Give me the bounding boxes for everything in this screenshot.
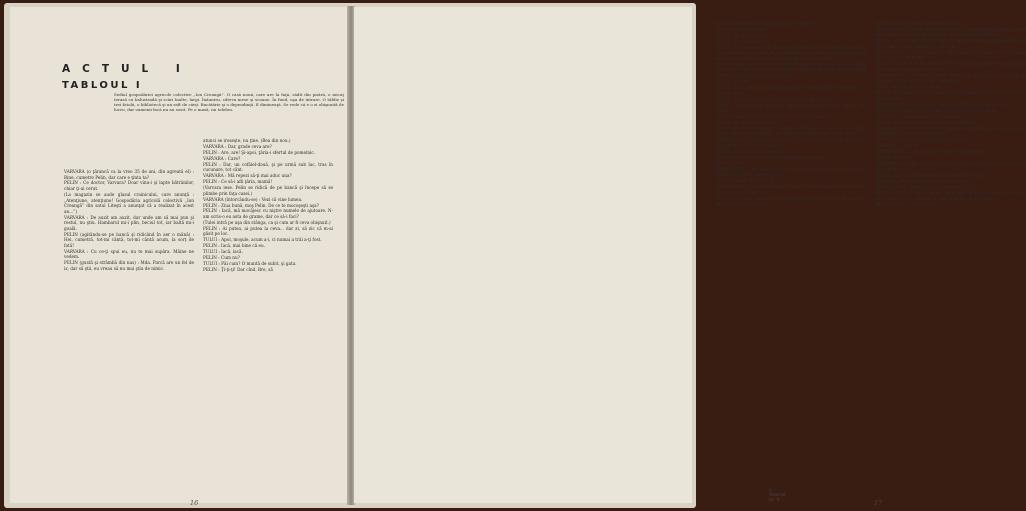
dialogue-paragraph: TULUI (adună cu Pelin) : Şi, ş? — [716, 178, 782, 184]
dialogue-paragraph: MOŞNEGUŢU : Adică, Ursu ? — [876, 201, 940, 207]
dialogue-paragraph: PELIN : Nici eu. — [876, 155, 911, 161]
dialogue-paragraph: PELIN : Ha? — [716, 160, 743, 166]
signature-note: 2 – Teatrul nr. 6 — [769, 488, 786, 503]
dialogue-paragraph: TULUI : Apoi, ce vrei? Vorba lungă! O bătut, înainte de-amiază, nişte fasole, pe urmă o mâncat o bolătă de mămăliguţă caldă cu nişte lapte dulce, şi-o-ngăuit vreo două jumbeli. — [716, 61, 866, 78]
dialogue-paragraph: MOŞNEGUŢU : Ce sepcă lîngă Pelin? Da, nu-şi dau mai mâna, în vremea de mai devreme, pe răgazul lor. — [876, 72, 1026, 84]
dialogue-paragraph: VARVARA : Care? — [203, 155, 241, 161]
dialogue-paragraph: TULUI : Iacă, iacă. — [203, 249, 243, 255]
dialogue-paragraph: VARVARA (întorcându-se) : Vezi că vine lumea. — [203, 196, 303, 202]
dialogue-paragraph: (Intră Varvara cu încă o ulcică.) — [876, 84, 944, 90]
right-column-2 — [876, 21, 1026, 208]
dialogue-paragraph: PELIN : Ce spui, vere, de hututuiul ista ? — [876, 21, 964, 26]
dialogue-paragraph: PELIN : Ai văzut comedie? Eu cînd spun, bre, că soarul să acum cu nişte nuinţi, cum să zic... — [716, 195, 866, 207]
dialogue-paragraph: PELIN : Şi-a? — [716, 90, 745, 96]
dialogue-paragraph: VARVARA : Dar, grade ceva are? — [203, 143, 272, 149]
dialogue-paragraph: MOŞNEGUŢU : Înseamnă că-i tare, bre, tare. — [876, 184, 973, 190]
page-number-right: 17 — [874, 499, 883, 507]
right-page — [354, 7, 1026, 507]
dialogue-paragraph: VARVARA : Parcă de plouase n-o fi auzit ? — [876, 178, 965, 184]
dialogue-paragraph: MOŞNEGUŢU : N-are gîunate ţe cear! Cînd se întîmplă aîtîea, când aşi lumea merge gîouse înainte şi cînd se râcocoe aîtea, ei... — [876, 26, 1026, 38]
left-column-2 — [203, 138, 333, 273]
dialogue-paragraph: TULUI : Păi cum? O muntă de subit, şi gata. — [203, 261, 297, 267]
dialogue-paragraph: (La magazin se aude glasul crainicului, care anunţă : „Atenţiune, atenţiune! Gospodăria agricolă colectivă „Ion Creangă” din satul Liteşti a anunţat că a realizat în acest an...”) — [64, 191, 194, 214]
right-column-1 — [716, 21, 866, 207]
dialogue-paragraph: PELIN : Asta care stă în gaztă la Chiper, nu ? — [876, 137, 973, 143]
dialogue-paragraph: MOŞNEGUŢU : Da, măi Mihai, e-o alergat mătuşa la fiica acesa de felcerita ş-a avut voie de toate... — [716, 166, 866, 178]
dialogue-paragraph: atunci se iroseşte, nu ţine. (Bea din nou.) — [203, 138, 291, 143]
dialogue-paragraph: PELIN : Ce să-i afli ţăria, mamă! — [203, 179, 273, 185]
dialogue-paragraph: (Intră grăbit prin stînga, cîştind mărunţel cu un sul de hârtii subsuoară, Ion Moşneguţu, un moşneag în ţară şi hainele de dimie.) — [716, 125, 866, 137]
dialogue-paragraph: VARVARA : Instructorul de partid. — [876, 131, 949, 137]
dialogue-paragraph: PELIN : Ei, asa dar ! Brava ! — [716, 119, 777, 125]
dialogue-paragraph: PELIN : Instructorul ? Păi, eu, vere, cînd ajunsei de vreo 28 de ani. Am un harbuz mi-mâneau, o sapă şi un tău de-a verilor... — [876, 190, 1026, 201]
dialogue-paragraph: PELIN : Şi, cum, mă rog? Doar era sănătoasă ca pe vremea anii. Era cum un cotineţ cu baba mea. Dumnezeu s-o ierte, că ghicuşa avea o meliţă, şi-i umbla, de parcă-mpuşca dintr-însa, nu alta! — [716, 44, 866, 61]
dialogue-paragraph: VARVARA : Ia, li foc să pară, cumetre. Abia o venit şi l-o luat la trei pe preşedinte nostru. — [876, 161, 1026, 172]
dialogue-paragraph: PELIN : Ce doctor, Varvara? Doar vinu-i şi lapte bătrânilor, chiar ţi-ai cerut. — [64, 180, 194, 192]
dialogue-paragraph: TULUI : Iar după aceea, aşteaţi cum era şi cum trudiră o somnorită... — [716, 84, 864, 90]
dialogue-paragraph: VARVARA : Cu ce-ţi spui eu, nu te mai supăra. Mâine ne vedem. — [64, 248, 194, 260]
dialogue-paragraph: PELIN : Ai putea, ai putea la ceva... dar zi, să zic că m-ai găsit pe loc. — [203, 225, 333, 237]
dialogue-paragraph: PELIN : Nu mă-nebuni! — [716, 32, 766, 38]
dialogue-paragraph: MOŞNEGUŢU : Aici ai dreptate. Afla numai că, uneori, ce-o pâlpîie ea de ceva, ce-o ghiceşte... — [876, 49, 1026, 61]
dialogue-paragraph: PELIN : Ba ? Dacă preşedintele ne mănîncă de ani ? — [876, 172, 987, 178]
left-page — [10, 7, 348, 507]
dialogue-paragraph: PELIN : Păi, sigur, că-i ăsta de la noi, nu ţi-s dintre ăştia... — [876, 107, 1000, 113]
book-spread — [4, 3, 1026, 508]
dialogue-paragraph: MOŞNEGUŢU : S-o anulat problema cu ceasuri-le? — [716, 154, 825, 160]
dialogue-paragraph: PELIN : Dar, un cofăiel-două, şi pe urmă sub lac, tras în cucunare, tot cânt. — [203, 161, 333, 173]
dialogue-paragraph: VARVARA : De auzit am auzit, dar unde am să mai pun şi restul, nu ştiu. Hambarul mi-i plin, beciul tot, iar baltă mi-i goală. — [64, 214, 194, 231]
dialogue-paragraph: PELIN (gustă şi strâmbă din nas) : Mda. Parcă are un fel de iz, dar să ştii, eu vreau să nu mai ştiu de nimic. — [64, 260, 194, 271]
dialogue-paragraph: PELIN : Sfîrşit! — [716, 78, 749, 84]
dialogue-paragraph: (Varvara iese. Pelin se ridică de pe bancă şi începe să se plimbe prin faţa casei.) — [203, 185, 333, 196]
dialogue-paragraph: PELIN : Ziua bună, moş Pelin. De ce te mocoşeşti aşa? — [203, 202, 319, 208]
dialogue-paragraph: PELIN : Are, are! Şi-apoi, ţăria-i sfertul de pomelnic. — [203, 149, 316, 155]
dialogue-paragraph: MOŞNEGUŢU : Iacă, încă nu-l cunosc cum trebuie. — [876, 149, 986, 155]
scene-title: TABLOUL I — [62, 80, 143, 91]
dialogue-paragraph: TULUI : Apoi nu, că de cel 83 de lei o spus dumnealui. — [716, 114, 832, 120]
dialogue-paragraph: doar ieri dimineaţă am găit cu dinsa la bufet?! — [716, 21, 815, 26]
dialogue-paragraph: PELIN (agitându-se pe bancă şi ridicând în aer o mână) : Hei, cumetră, tot-mi cântă, tot-mi cântă acum, la sorţ de fată! — [64, 231, 194, 248]
dialogue-paragraph: VARVARA : Mă repezi să-ţi mai aduc una? — [203, 173, 292, 179]
dialogue-paragraph: TULUI : Iaca asa, bine. — [716, 26, 765, 32]
dialogue-paragraph: MOŞNEGUŢU : Ce mai bure-vara, nene? Cum o-mişcat-o, cum s-o mai trezit din somn aşa. — [716, 184, 866, 195]
dialogue-paragraph: TULUI : Apoi, moşule, acum a-i, ci numai a trăi a-ţi fost. — [203, 237, 322, 243]
dialogue-paragraph: TULUI : Ce s-o anulat, moşule? — [716, 148, 783, 154]
dialogue-paragraph: PELIN : Nu cu ţuica, ţuica, asa, că se întîmplă... — [876, 119, 979, 125]
dialogue-paragraph: MOŞNEGUŢU : Ei, şi-o s-o lua în mâna ca s-o plîngă, pe acu o ceşă... — [876, 125, 1023, 131]
dialogue-paragraph: VARVARA : Chiar el. — [876, 143, 919, 149]
dialogue-paragraph: PELIN : Dacă ? Păi, nu mai departe de cînd au ieşit prevestirile, tot frica cea de cinci: bărbaţi că trăieşte... — [876, 38, 1026, 49]
act-title: ACTUL I — [62, 63, 192, 75]
dialogue-paragraph: PELIN : Iacă, mai bine că eu. — [203, 243, 266, 249]
stage-direction-intro: Sediul gospodăriei agricole colective „Ion Creangă”. O casă nouă, care are la faţă, sădit din piatră, o micuţ terasă cu balustradă şi scări înalte, largi. Înăuntru, câteva mese şi scaune. În fund, uşa de intrare. O tăblie şi trei fotolii, o bibliotecă şi un raft de cărţi. Bucătărie şi o dependinţă. E dimineaţă. Se vede că e o zi obişnuită de lucru, dar oamenii încă nu au sosit. Pe o masă, un telefon. — [114, 92, 344, 112]
dialogue-paragraph: PELIN : Şi, de ? Te gîndeşti la Vasile Ursu, preşedintele nostru, şi la Sica Ciuper, bîrigadiera noastră? — [876, 61, 1026, 72]
dialogue-paragraph: MOŞNEGUŢU (cupă ce bea) : Har, vin de două urechi, tot ca... — [876, 101, 1010, 107]
dialogue-paragraph: MOŞNEGUŢU (fluierînd după Tului) : Tului, Tului, stai, bre! Nu te mai duce nicăieri. Stai că s-o anulat! — [716, 137, 866, 148]
page-number-left: 16 — [190, 499, 199, 507]
dialogue-paragraph: PELIN : Ţi-ţi-ţi! Auzi păcatul! Dacă nu-mi vine să mă aştept, nu crede... — [716, 102, 866, 114]
dialogue-paragraph: PELIN : Ţi-ţi-ţi! Dar cînd. Bre, să — [203, 267, 273, 273]
dialogue-paragraph: TULUI : Dacă-ţi spun eu! — [716, 38, 770, 44]
left-column-1 — [64, 169, 194, 272]
dialogue-paragraph: PELIN : Cum nu? — [203, 255, 240, 261]
dialogue-paragraph: PELIN : Mulţămesc! (Trece ulcica lui Moşneguţu.) Da-ţi-i să ţie, vere, cu plăcere. — [876, 90, 1026, 101]
dialogue-paragraph: TULUI : Şi aşteaţi, şi dormit întristată ca la un ceas bun... — [716, 96, 839, 102]
dialogue-paragraph: PELIN : Iacă, mă mocăjesc cu niştre numele de ajutoare. N-am scris-o eu asta de grame, dar ce să-i faci? — [203, 208, 333, 220]
dialogue-paragraph: VARVARA : Iacă, am mai adus o oleacă. — [876, 113, 960, 119]
dialogue-paragraph: (Tulei intră pe uşa din stânga, ca şi cum ar fi ceva obişnuit.) — [203, 219, 331, 225]
dialogue-paragraph: VARVARA (o ţărancă ca la vreo 35 de ani, din agreată el) : Bine, cumetre Pelin, dar care e ţinta ta? — [64, 169, 194, 180]
